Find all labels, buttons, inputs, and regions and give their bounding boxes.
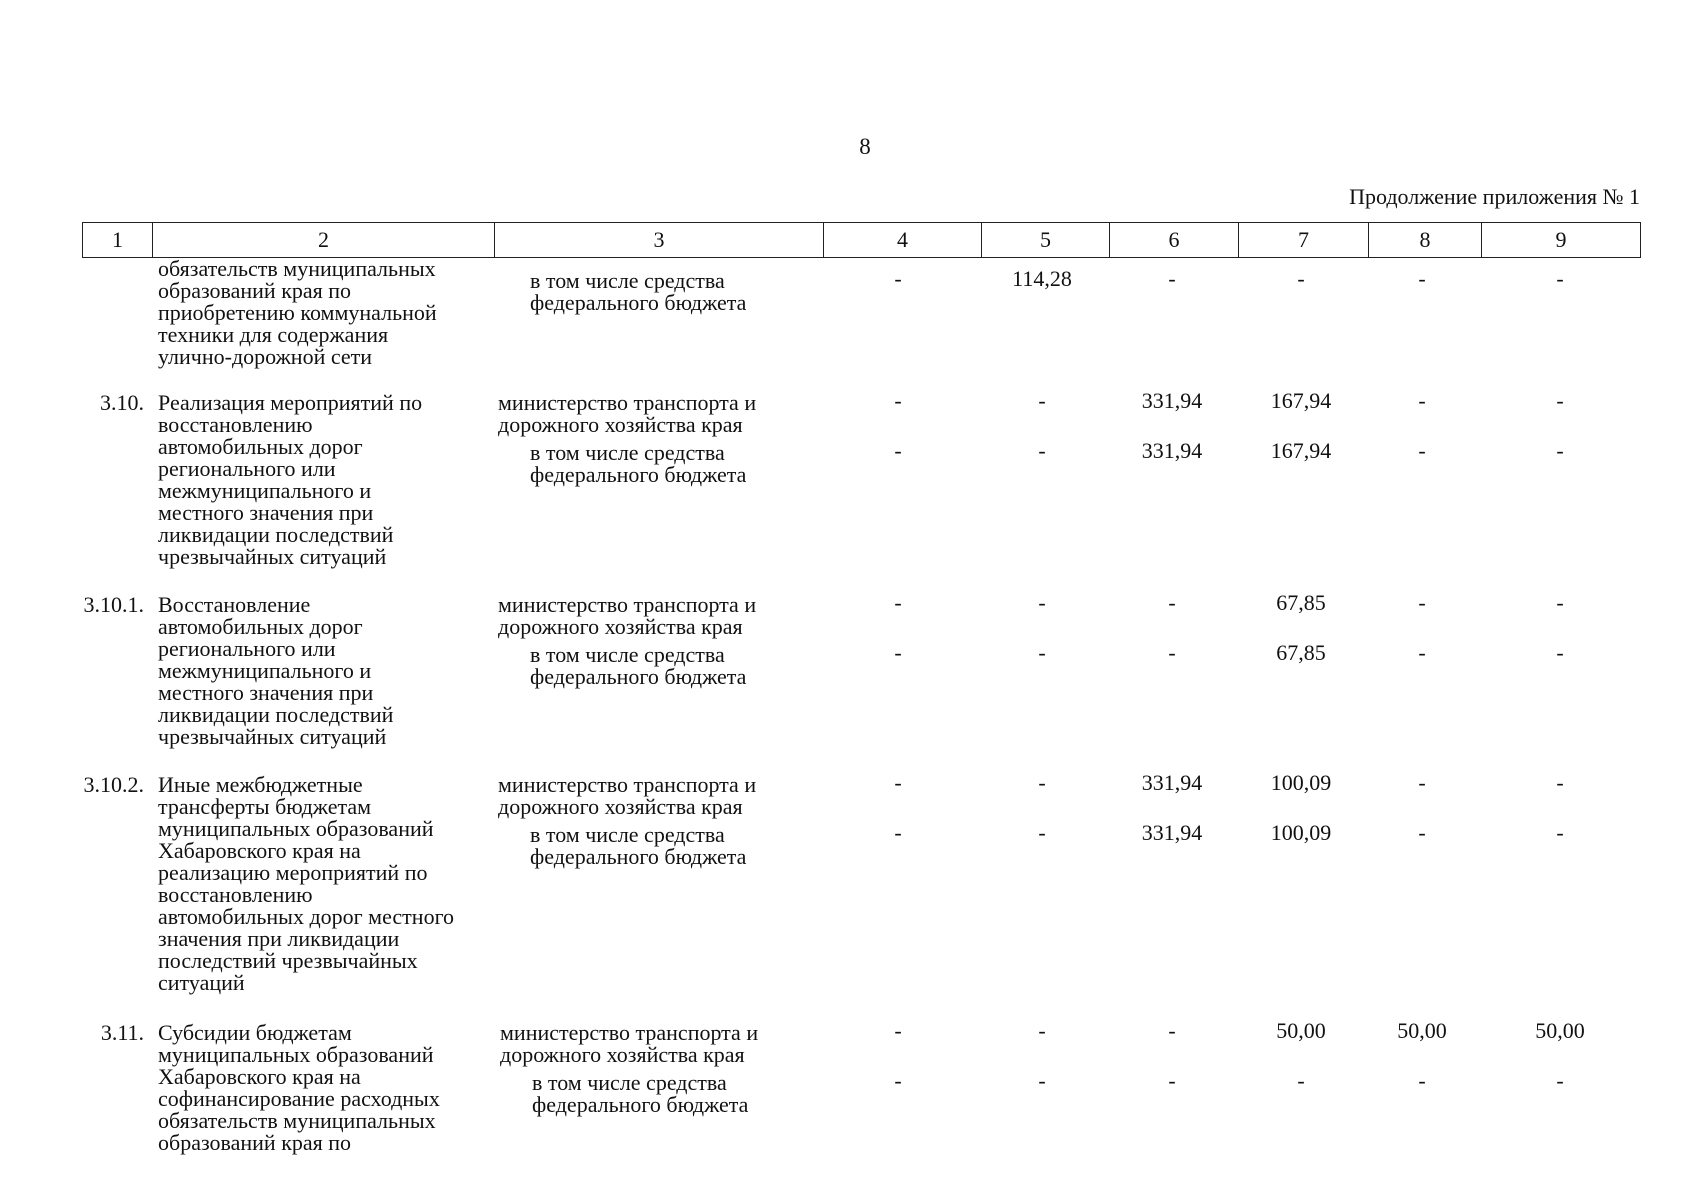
funding-source-line: в том числе средства (532, 1070, 727, 1095)
value-cell: - (894, 388, 902, 413)
value-cell: 167,94 (1270, 438, 1332, 463)
value-cell: - (1297, 1068, 1305, 1093)
description-line: Хабаровского края на (158, 838, 361, 863)
value-cell: - (1418, 388, 1426, 413)
value-cell: - (894, 1018, 902, 1043)
row-description (158, 774, 454, 994)
row-number: 3.10.2. (83, 772, 144, 797)
description-line: обязательств муниципальных (158, 256, 436, 281)
value-cell: - (1168, 590, 1176, 615)
description-line: муниципальных образований (158, 816, 434, 841)
value-cell: - (1038, 1018, 1046, 1043)
value-cell: 331,94 (1141, 388, 1203, 413)
value-cell: - (1556, 266, 1564, 291)
value-cell: - (1556, 590, 1564, 615)
funding-source-line: министерство транспорта и (500, 1020, 759, 1045)
funding-source-line: федерального бюджета (532, 1092, 749, 1117)
description-line: образований края по (158, 278, 352, 303)
value-cell: - (1168, 266, 1176, 291)
funding-source (498, 774, 756, 818)
value-cell: - (1418, 820, 1426, 845)
description-line: Хабаровского края на (158, 1064, 361, 1089)
header-col-6: 6 (1110, 223, 1239, 258)
funding-source (500, 1022, 758, 1066)
funding-source-line: в том числе средства (530, 642, 725, 667)
header-col-2: 2 (153, 223, 495, 258)
row-number: 3.10. (100, 390, 144, 415)
value-cell: - (1418, 640, 1426, 665)
value-cell: - (894, 438, 902, 463)
description-line: Иные межбюджетные (158, 772, 363, 797)
value-cell: - (1168, 1018, 1176, 1043)
value-cell: 50,00 (1535, 1018, 1585, 1043)
value-cell: - (1418, 438, 1426, 463)
funding-source-line: дорожного хозяйства края (500, 1042, 745, 1067)
value-cell: 100,09 (1270, 820, 1332, 845)
header-col-3: 3 (495, 223, 824, 258)
funding-source (530, 442, 746, 486)
funding-source-line: федерального бюджета (530, 844, 747, 869)
funding-source-line: федерального бюджета (530, 462, 747, 487)
description-line: обязательств муниципальных (158, 1108, 436, 1133)
row-description (158, 1022, 440, 1154)
description-line: ликвидации последствий (158, 702, 394, 727)
funding-source-line: в том числе средства (530, 440, 725, 465)
funding-source-line: дорожного хозяйства края (498, 794, 743, 819)
value-cell: 67,85 (1276, 590, 1326, 615)
continuation-note: Продолжение приложения № 1 (1349, 184, 1640, 209)
value-cell: 67,85 (1276, 640, 1326, 665)
table-header (82, 222, 1641, 258)
value-cell: - (1168, 1068, 1176, 1093)
description-line: ситуаций (158, 970, 245, 995)
value-cell: - (1556, 770, 1564, 795)
description-line: образований края по (158, 1130, 352, 1155)
value-cell: - (1556, 438, 1564, 463)
description-line: восстановлению (158, 882, 313, 907)
value-cell: 114,28 (1012, 266, 1072, 291)
value-cell: 331,94 (1141, 770, 1203, 795)
row-description (158, 258, 437, 368)
value-cell: 167,94 (1270, 388, 1332, 413)
header-col-1: 1 (83, 223, 153, 258)
funding-source (530, 644, 746, 688)
header-col-9: 9 (1482, 223, 1641, 258)
value-cell: 100,09 (1270, 770, 1332, 795)
value-cell: - (1038, 590, 1046, 615)
description-line: муниципальных образований (158, 1042, 434, 1067)
funding-source-line: министерство транспорта и (498, 390, 757, 415)
value-cell: 50,00 (1276, 1018, 1326, 1043)
funding-source (532, 1072, 748, 1116)
description-line: регионального или (158, 456, 336, 481)
description-line: местного значения при (158, 680, 374, 705)
value-cell: - (894, 770, 902, 795)
description-line: последствий чрезвычайных (158, 948, 418, 973)
value-cell: - (894, 266, 902, 291)
funding-source (498, 392, 756, 436)
description-line: улично-дорожной сети (158, 344, 373, 369)
description-line: автомобильных дорог (158, 434, 363, 459)
row-description (158, 392, 422, 568)
value-cell: - (894, 820, 902, 845)
description-line: автомобильных дорог (158, 614, 363, 639)
description-line: восстановлению (158, 412, 313, 437)
description-line: межмуниципального и (158, 478, 372, 503)
funding-source (498, 594, 756, 638)
header-col-8: 8 (1369, 223, 1482, 258)
value-cell: - (1297, 266, 1305, 291)
value-cell: - (1038, 770, 1046, 795)
funding-source-line: в том числе средства (530, 822, 725, 847)
value-cell: - (894, 590, 902, 615)
value-cell: - (1556, 820, 1564, 845)
funding-source-line: министерство транспорта и (498, 592, 757, 617)
funding-source-line: в том числе средства (530, 268, 725, 293)
header-col-7: 7 (1239, 223, 1369, 258)
description-line: автомобильных дорог местного (158, 904, 455, 929)
description-line: Субсидии бюджетам (158, 1020, 352, 1045)
value-cell: - (1038, 1068, 1046, 1093)
value-cell: - (1418, 770, 1426, 795)
value-cell: 331,94 (1141, 820, 1203, 845)
row-number: 3.11. (100, 1020, 144, 1045)
description-line: софинансирование расходных (158, 1086, 440, 1111)
funding-source-line: федерального бюджета (530, 664, 747, 689)
description-line: значения при ликвидации (158, 926, 400, 951)
value-cell: - (1038, 820, 1046, 845)
row-description (158, 594, 393, 748)
description-line: регионального или (158, 636, 336, 661)
value-cell: - (894, 640, 902, 665)
description-line: реализацию мероприятий по (158, 860, 428, 885)
value-cell: - (1038, 640, 1046, 665)
value-cell: 331,94 (1141, 438, 1203, 463)
description-line: Восстановление (158, 592, 311, 617)
value-cell: - (1038, 388, 1046, 413)
value-cell: - (1556, 1068, 1564, 1093)
description-line: техники для содержания (158, 322, 389, 347)
value-cell: - (1556, 640, 1564, 665)
funding-source-line: министерство транспорта и (498, 772, 757, 797)
value-cell: - (894, 1068, 902, 1093)
header-col-4: 4 (824, 223, 982, 258)
description-line: Реализация мероприятий по (158, 390, 423, 415)
funding-source-line: дорожного хозяйства края (498, 614, 743, 639)
description-line: чрезвычайных ситуаций (158, 544, 387, 569)
funding-source (530, 270, 746, 314)
value-cell: 50,00 (1397, 1018, 1447, 1043)
value-cell: - (1418, 1068, 1426, 1093)
funding-source-line: федерального бюджета (530, 290, 747, 315)
description-line: приобретению коммунальной (158, 300, 437, 325)
value-cell: - (1418, 266, 1426, 291)
description-line: межмуниципального и (158, 658, 372, 683)
value-cell: - (1168, 640, 1176, 665)
page-number: 8 (859, 134, 871, 159)
header-col-5: 5 (982, 223, 1110, 258)
value-cell: - (1418, 590, 1426, 615)
funding-source (530, 824, 746, 868)
description-line: ликвидации последствий (158, 522, 394, 547)
funding-source-line: дорожного хозяйства края (498, 412, 743, 437)
description-line: местного значения при (158, 500, 374, 525)
description-line: трансферты бюджетам (158, 794, 372, 819)
description-line: чрезвычайных ситуаций (158, 724, 387, 749)
value-cell: - (1038, 438, 1046, 463)
row-number: 3.10.1. (83, 592, 144, 617)
value-cell: - (1556, 388, 1564, 413)
